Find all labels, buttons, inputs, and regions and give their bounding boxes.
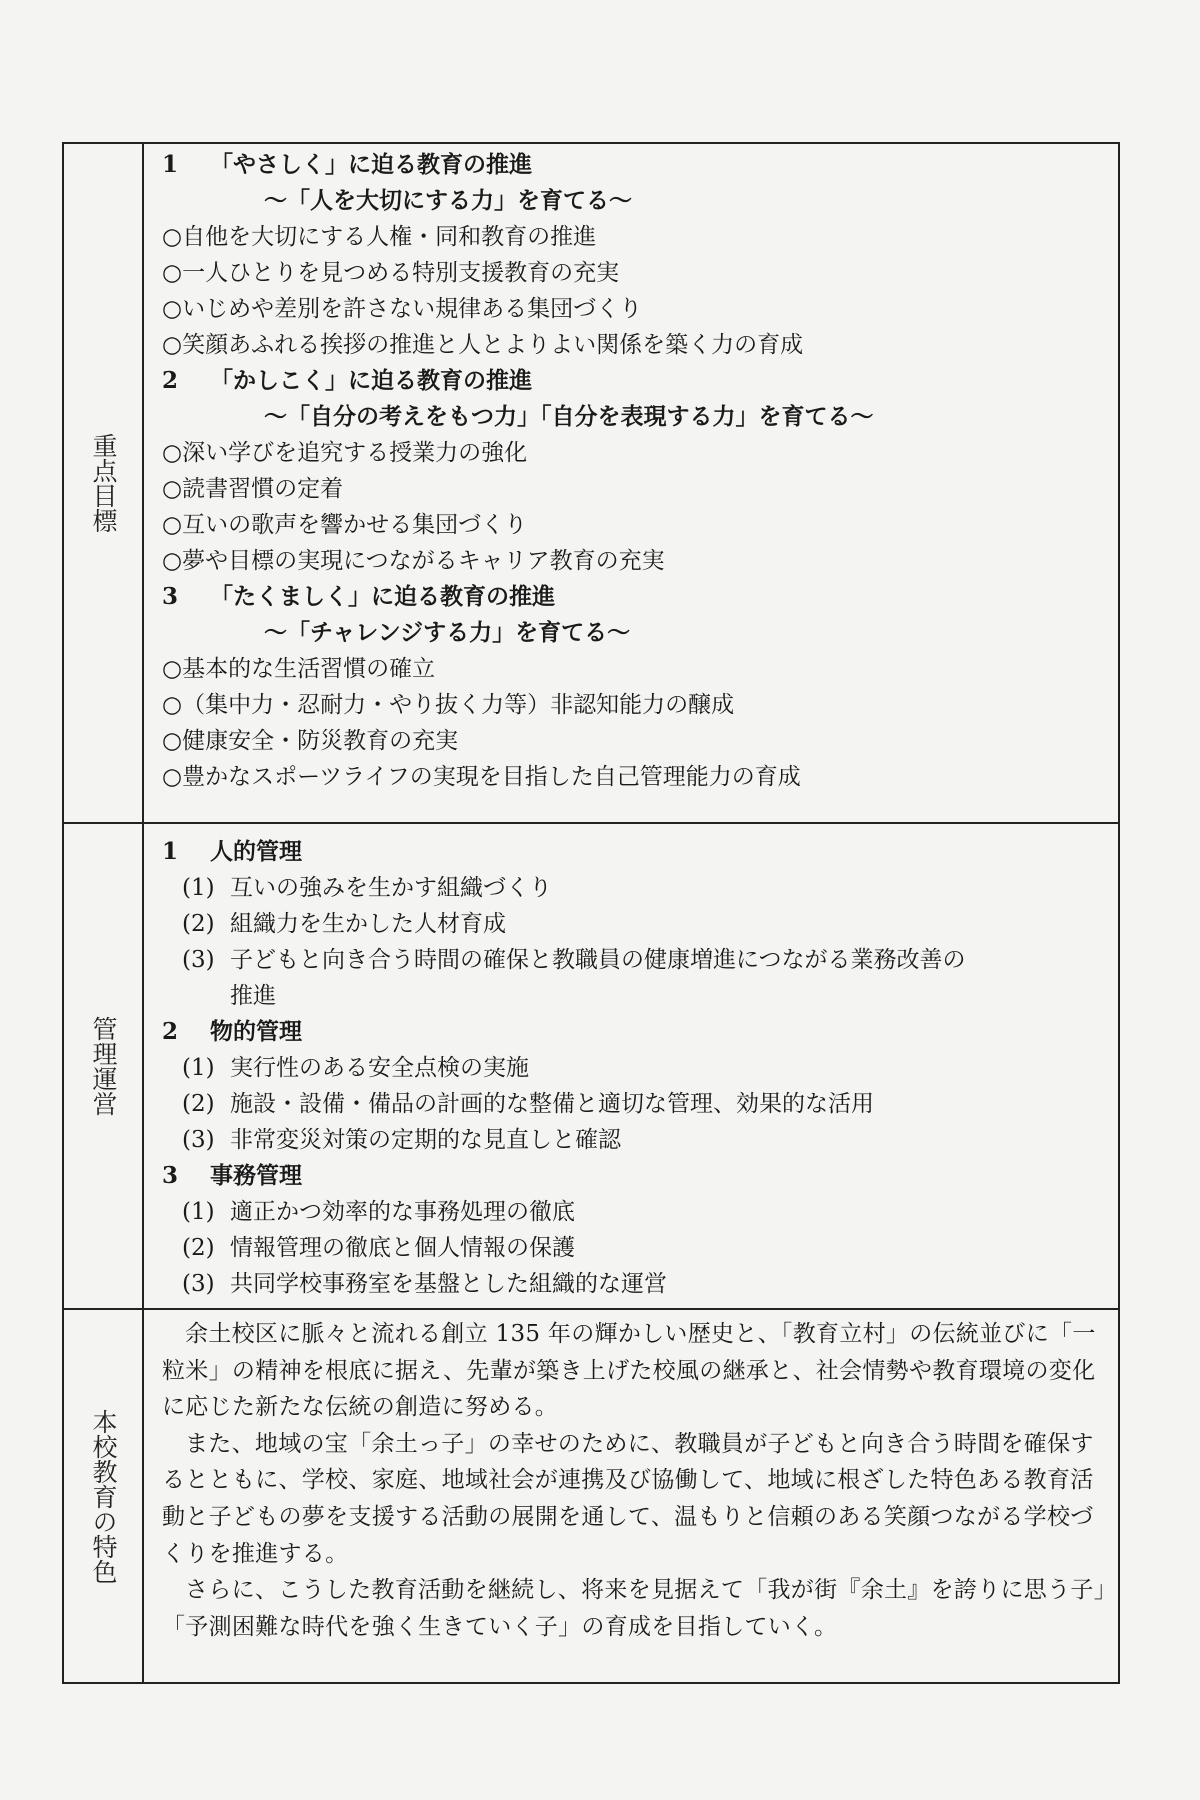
circle-bullet-icon: ○ [162,656,183,682]
section-content-school-features [144,1310,1118,1682]
item-text: ～「自分の考えをもつ力」「自分を表現する力」を育てる～ [264,403,874,430]
goal-heading [162,579,1106,615]
list-item [162,870,1106,906]
item-text: ～「チャレンジする力」を育てる～ [264,619,631,646]
list-item [162,219,1106,255]
list-item [162,906,1106,942]
section-label-cell [64,824,144,1308]
item-text: 情報管理の徹底と個人情報の保護 [230,1235,575,1261]
list-item [162,1086,1106,1122]
circle-bullet-icon: ○ [162,476,183,502]
item-text: 深い学びを追究する授業力の強化 [182,440,528,466]
item-text: 共同学校事務室を基盤とした組織的な運営 [230,1271,667,1297]
item-text: 適正かつ効率的な事務処理の徹底 [230,1199,575,1225]
circle-bullet-icon: ○ [162,548,183,574]
feature-paragraph: 余土校区に脈々と流れる創立 135 年の輝かしい歴史と、「教育立村」の伝統並びに「一粒米」の精神を根底に据え、先輩が築き上げた校風の継承と、社会情勢や教育環境の変化に応じた新たな伝統の創造に努める。 [162,1321,1096,1421]
item-text: 自他を大切にする人権・同和教育の推進 [182,224,597,250]
item-text: 施設・設備・備品の計画的な整備と適切な管理、効果的な活用 [230,1091,874,1117]
circle-bullet-icon: ○ [162,512,183,538]
item-number: (3) [182,947,215,973]
item-text: ～「人を大切にする力」を育てる～ [264,187,632,214]
section-management [64,824,1118,1310]
section-label-school-features: 本校教育の特色 [89,1408,118,1584]
goal-heading [162,147,1106,183]
list-item [162,651,1106,687]
item-text: 健康安全・防災教育の充実 [182,728,459,754]
circle-bullet-icon: ○ [162,728,183,754]
goal-heading [162,834,1106,870]
circle-bullet-icon: ○ [162,764,183,790]
goal-heading [162,363,1106,399]
goal-heading [162,1014,1106,1050]
item-text: 実行性のある安全点検の実施 [230,1055,529,1081]
list-item [162,471,1106,507]
list-item [162,1122,1106,1158]
heading-number: 1 [162,151,179,178]
item-text: 推進 [230,983,276,1009]
item-number: (1) [182,1199,215,1225]
list-item [162,942,1106,978]
item-number: (3) [182,1271,215,1297]
list-item [162,255,1106,291]
item-text: 組織力を生かした人材育成 [230,911,506,937]
goal-subtitle [162,615,1106,651]
list-item [162,327,1106,363]
list-item [162,291,1106,327]
heading-number: 2 [162,1018,179,1045]
circle-bullet-icon: ○ [162,440,183,466]
section-priority-goals [64,144,1118,824]
item-text: 一人ひとりを見つめる特別支援教育の充実 [182,260,620,286]
policy-table [62,142,1120,1684]
goal-heading [162,1158,1106,1194]
goal-subtitle [162,399,1106,435]
heading-number: 1 [162,838,179,865]
item-text: 笑顔あふれる挨拶の推進と人とよりよい関係を築く力の育成 [182,332,804,358]
item-number: (2) [182,1235,215,1261]
list-item [162,723,1106,759]
item-number: (2) [182,911,215,937]
section-content-management [144,824,1118,1308]
item-text: 「たくましく」に迫る教育の推進 [210,583,555,610]
list-item [162,435,1106,471]
item-text: 「かしこく」に迫る教育の推進 [210,367,532,394]
feature-paragraph: また、地域の宝「余土っ子」の幸せのために、教職員が子どもと向き合う時間を確保するとともに、学校、家庭、地域社会が連携及び協働して、地域に根ざした特色ある教育活動と子どもの夢を支援する活動の展開を通して、温もりと信頼のある笑顔つながる学校づくりを推進する。 [162,1430,1094,1567]
circle-bullet-icon: ○ [162,296,183,322]
item-text: 互いの歌声を響かせる集団づくり [182,512,528,538]
item-number: (1) [182,1055,215,1081]
list-item [162,687,1106,723]
section-school-features [64,1310,1118,1682]
item-number: (2) [182,1091,215,1117]
list-item-continuation [162,978,1106,1014]
section-label-cell [64,144,144,822]
item-text: 「やさしく」に迫る教育の推進 [210,151,532,178]
item-text: 互いの強みを生かす組織づくり [230,875,552,901]
list-item [162,1050,1106,1086]
list-item [162,759,1106,795]
section-label-priority-goals: 重点目標 [89,433,118,533]
section-label-cell [64,1310,144,1682]
item-text: 夢や目標の実現につながるキャリア教育の充実 [182,548,665,574]
list-item [162,507,1106,543]
item-text: 事務管理 [210,1162,302,1189]
item-text: 基本的な生活習慣の確立 [182,656,436,682]
heading-number: 2 [162,367,179,394]
heading-number: 3 [162,583,179,610]
circle-bullet-icon: ○ [162,332,183,358]
item-number: (1) [182,875,215,901]
list-item [162,1194,1106,1230]
item-number: (3) [182,1127,215,1153]
item-text: 豊かなスポーツライフの実現を目指した自己管理能力の育成 [182,764,801,790]
section-label-management: 管理運営 [89,1016,118,1116]
item-text: 物的管理 [210,1018,302,1045]
item-text: （集中力・忍耐力・やり抜く力等）非認知能力の醸成 [182,692,735,718]
circle-bullet-icon: ○ [162,692,183,718]
goal-subtitle [162,183,1106,219]
item-text: 読書習慣の定着 [182,476,344,502]
list-item [162,1230,1106,1266]
list-item [162,1266,1106,1302]
list-item [162,543,1106,579]
item-text: 子どもと向き合う時間の確保と教職員の健康増進につながる業務改善の [230,947,966,973]
circle-bullet-icon: ○ [162,260,183,286]
item-text: いじめや差別を許さない規律ある集団づくり [182,296,643,322]
item-text: 人的管理 [210,838,302,865]
item-text: 非常変災対策の定期的な見直しと確認 [230,1127,621,1153]
section-content-priority-goals [144,144,1118,822]
feature-paragraph: さらに、こうした教育活動を継続し、将来を見据えて「我が街『余土』を誇りに思う子」「予測困難な時代を強く生きていく子」の育成を目指していく。 [162,1577,1106,1640]
heading-number: 3 [162,1162,179,1189]
circle-bullet-icon: ○ [162,224,183,250]
